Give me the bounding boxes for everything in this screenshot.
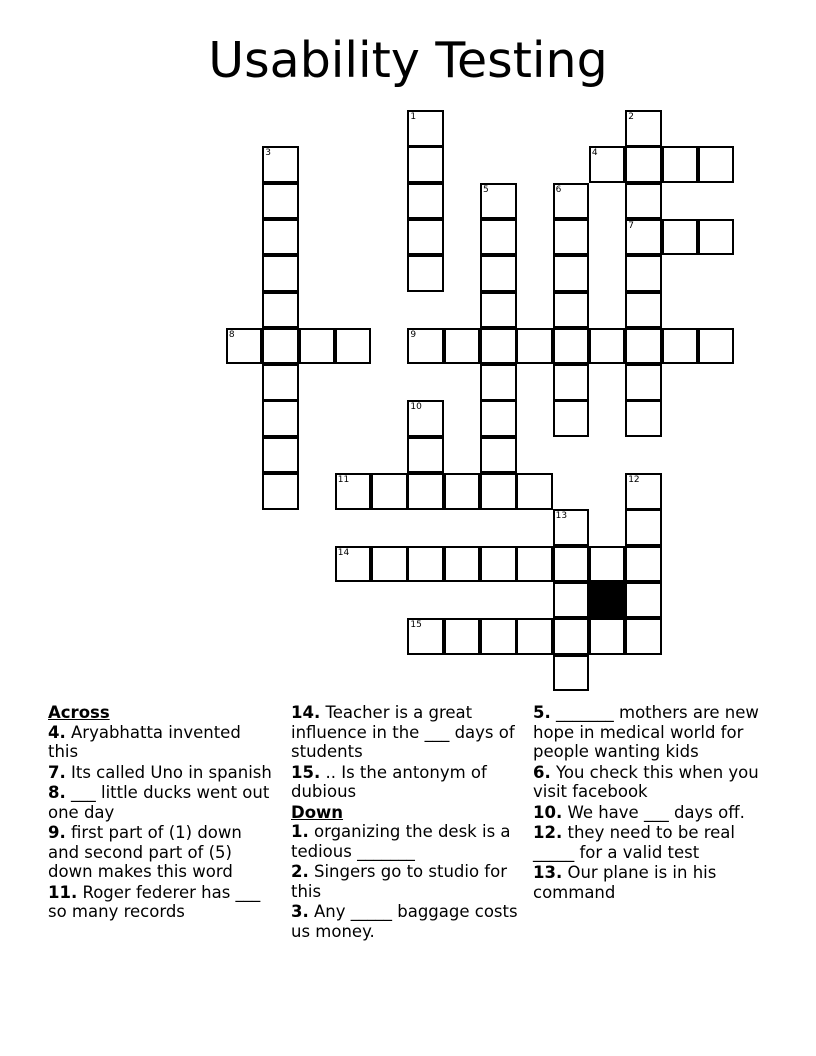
clue-down-2: [291, 862, 519, 901]
grid-cell[interactable]: [407, 400, 444, 437]
grid-cell[interactable]: [516, 618, 553, 655]
clues-column-3: [533, 703, 765, 903]
grid-cell[interactable]: [299, 328, 336, 365]
grid-cell[interactable]: [516, 473, 553, 510]
clue-across-14: [291, 703, 519, 762]
clue-text: first part of (1) down and second part of (5) down makes this word: [48, 823, 242, 881]
clue-across-7: [48, 763, 273, 783]
clue-across-11: [48, 883, 273, 922]
cell-number: 11: [337, 475, 350, 485]
grid-cell[interactable]: [480, 618, 517, 655]
clue-across-8: [48, 783, 273, 822]
grid-cell[interactable]: [553, 364, 590, 401]
clues-column-1: [48, 703, 273, 923]
grid-cell[interactable]: [553, 292, 590, 329]
grid-cell[interactable]: [480, 473, 517, 510]
grid-cell[interactable]: [262, 437, 299, 474]
grid-cell[interactable]: [698, 146, 735, 183]
grid-cell[interactable]: [480, 437, 517, 474]
grid-cell[interactable]: [407, 546, 444, 583]
clues-column-2: [291, 703, 519, 942]
grid-cell[interactable]: [480, 328, 517, 365]
clue-number: 2.: [291, 862, 309, 881]
grid-cell[interactable]: [589, 146, 626, 183]
clue-down-6: [533, 763, 765, 802]
grid-cell[interactable]: [698, 219, 735, 256]
cell-number: 5: [483, 184, 489, 195]
grid-cell[interactable]: [625, 400, 662, 437]
grid-cell[interactable]: [698, 328, 735, 365]
clue-number: 15.: [291, 762, 321, 782]
grid-cell[interactable]: [516, 328, 553, 365]
grid-cell[interactable]: [553, 582, 590, 619]
cell-number: 8: [228, 329, 235, 340]
clue-number: 13.: [533, 863, 563, 882]
grid-cell[interactable]: [407, 219, 444, 256]
grid-cell[interactable]: [371, 473, 408, 510]
clue-text: organizing the desk is a tedious _______: [291, 822, 511, 861]
grid-cell[interactable]: [625, 219, 662, 256]
clue-text: Any _____ baggage costs us money.: [291, 902, 518, 941]
clue-down-3: [291, 902, 519, 941]
grid-cell[interactable]: [444, 328, 481, 365]
across-heading: Across: [48, 703, 110, 722]
grid-cell[interactable]: [516, 546, 553, 583]
down-heading: Down: [291, 802, 344, 822]
clue-number: 7.: [48, 762, 66, 782]
grid-cell[interactable]: [625, 110, 662, 147]
grid-cell[interactable]: [407, 618, 444, 655]
clue-text: You check this when you visit facebook: [533, 762, 759, 801]
clue-across-9: [48, 823, 273, 882]
grid-cell[interactable]: [625, 364, 662, 401]
grid-cell[interactable]: [553, 219, 590, 256]
clue-text: Singers go to studio for this: [291, 862, 507, 901]
clue-text: .. Is the antonym of dubious: [291, 762, 487, 801]
cell-number: 14: [337, 547, 350, 558]
grid-cell[interactable]: [553, 183, 590, 220]
clue-text: We have ___ days off.: [567, 802, 745, 822]
grid-cell[interactable]: [625, 582, 662, 619]
clue-number: 4.: [48, 722, 66, 742]
clue-text: Its called Uno in spanish: [71, 762, 272, 782]
cell-number: 15: [410, 620, 422, 631]
grid-cell[interactable]: [589, 328, 626, 365]
grid-cell[interactable]: [625, 255, 662, 292]
clue-number: 8.: [48, 783, 66, 802]
puzzle-title: Usability Testing: [208, 32, 608, 89]
grid-cell[interactable]: [262, 400, 299, 437]
black-cell: [589, 582, 626, 619]
cell-number: 4: [591, 148, 598, 159]
clue-number: 12.: [533, 823, 563, 842]
grid-cell[interactable]: [480, 546, 517, 583]
grid-cell[interactable]: [589, 546, 626, 583]
grid-cell[interactable]: [407, 110, 444, 147]
cell-number: 6: [555, 184, 562, 195]
cell-number: 3: [265, 148, 271, 159]
grid-cell[interactable]: [553, 255, 590, 292]
clue-text: Teacher is a great influence in the ___ days of students: [291, 703, 515, 761]
grid-cell[interactable]: [480, 183, 517, 220]
grid-cell[interactable]: [625, 509, 662, 546]
grid-cell[interactable]: [553, 400, 590, 437]
grid-cell[interactable]: [553, 618, 590, 655]
clue-number: 5.: [533, 703, 551, 722]
clue-text: Our plane is in his command: [533, 863, 717, 902]
cell-number: 12: [628, 475, 640, 485]
grid-cell[interactable]: [407, 255, 444, 292]
grid-cell[interactable]: [480, 255, 517, 292]
clue-text: Aryabhatta invented this: [48, 722, 241, 761]
cell-number: 9: [410, 329, 417, 340]
grid-cell[interactable]: [407, 183, 444, 220]
clue-text: ___ little ducks went out one day: [48, 783, 270, 822]
grid-cell[interactable]: [662, 146, 699, 183]
grid-cell[interactable]: [553, 655, 590, 692]
grid-cell[interactable]: [262, 146, 299, 183]
cell-number: 10: [410, 402, 422, 413]
grid-cell[interactable]: [480, 292, 517, 329]
grid-cell[interactable]: [262, 183, 299, 220]
grid-cell[interactable]: [625, 546, 662, 583]
clue-down-1: [291, 822, 519, 861]
clue-down-12: [533, 823, 765, 862]
grid-cell[interactable]: [371, 546, 408, 583]
grid-cell[interactable]: [589, 618, 626, 655]
grid-cell[interactable]: [335, 473, 372, 510]
grid-cell[interactable]: [444, 546, 481, 583]
grid-cell[interactable]: [480, 219, 517, 256]
clue-text: _______ mothers are new hope in medical world for people wanting kids: [533, 703, 759, 761]
grid-cell[interactable]: [625, 183, 662, 220]
grid-cell[interactable]: [262, 292, 299, 329]
clue-down-10: [533, 803, 765, 823]
grid-cell[interactable]: [625, 328, 662, 365]
grid-cell[interactable]: [262, 473, 299, 510]
clue-down-5: [533, 703, 765, 762]
clue-number: 14.: [291, 703, 321, 722]
clue-across-4: [48, 723, 273, 762]
grid-cell[interactable]: [553, 546, 590, 583]
grid-cell[interactable]: [407, 328, 444, 365]
grid-cell[interactable]: [625, 292, 662, 329]
grid-cell[interactable]: [662, 328, 699, 365]
grid-cell[interactable]: [553, 328, 590, 365]
grid-cell[interactable]: [335, 546, 372, 583]
cell-number: 7: [628, 220, 634, 231]
grid-cell[interactable]: [262, 219, 299, 256]
grid-cell[interactable]: [480, 400, 517, 437]
grid-cell[interactable]: [553, 509, 590, 546]
clue-text: they need to be real _____ for a valid test: [533, 823, 735, 862]
clue-across-15: [291, 763, 519, 802]
grid-cell[interactable]: [662, 219, 699, 256]
grid-cell[interactable]: [407, 473, 444, 510]
clue-number: 1.: [291, 822, 309, 841]
grid-cell[interactable]: [625, 473, 662, 510]
grid-cell[interactable]: [407, 437, 444, 474]
grid-cell[interactable]: [262, 328, 299, 365]
clue-number: 10.: [533, 802, 563, 822]
grid-cell[interactable]: [444, 473, 481, 510]
grid-cell[interactable]: [625, 146, 662, 183]
grid-cell[interactable]: [407, 146, 444, 183]
clue-number: 11.: [48, 882, 78, 902]
clue-number: 3.: [291, 902, 309, 921]
grid-cell[interactable]: [262, 364, 299, 401]
cell-number: 1: [410, 112, 417, 122]
grid-cell[interactable]: [444, 618, 481, 655]
grid-cell[interactable]: [226, 328, 263, 365]
grid-cell[interactable]: [335, 328, 372, 365]
clue-text: Roger federer has ___ so many records: [48, 882, 261, 921]
clue-number: 6.: [533, 762, 551, 782]
clue-number: 9.: [48, 823, 66, 842]
clue-down-13: [533, 863, 765, 902]
cell-number: 13: [555, 511, 568, 522]
cell-number: 2: [628, 112, 634, 122]
grid-cell[interactable]: [480, 364, 517, 401]
grid-cell[interactable]: [262, 255, 299, 292]
grid-cell[interactable]: [625, 618, 662, 655]
